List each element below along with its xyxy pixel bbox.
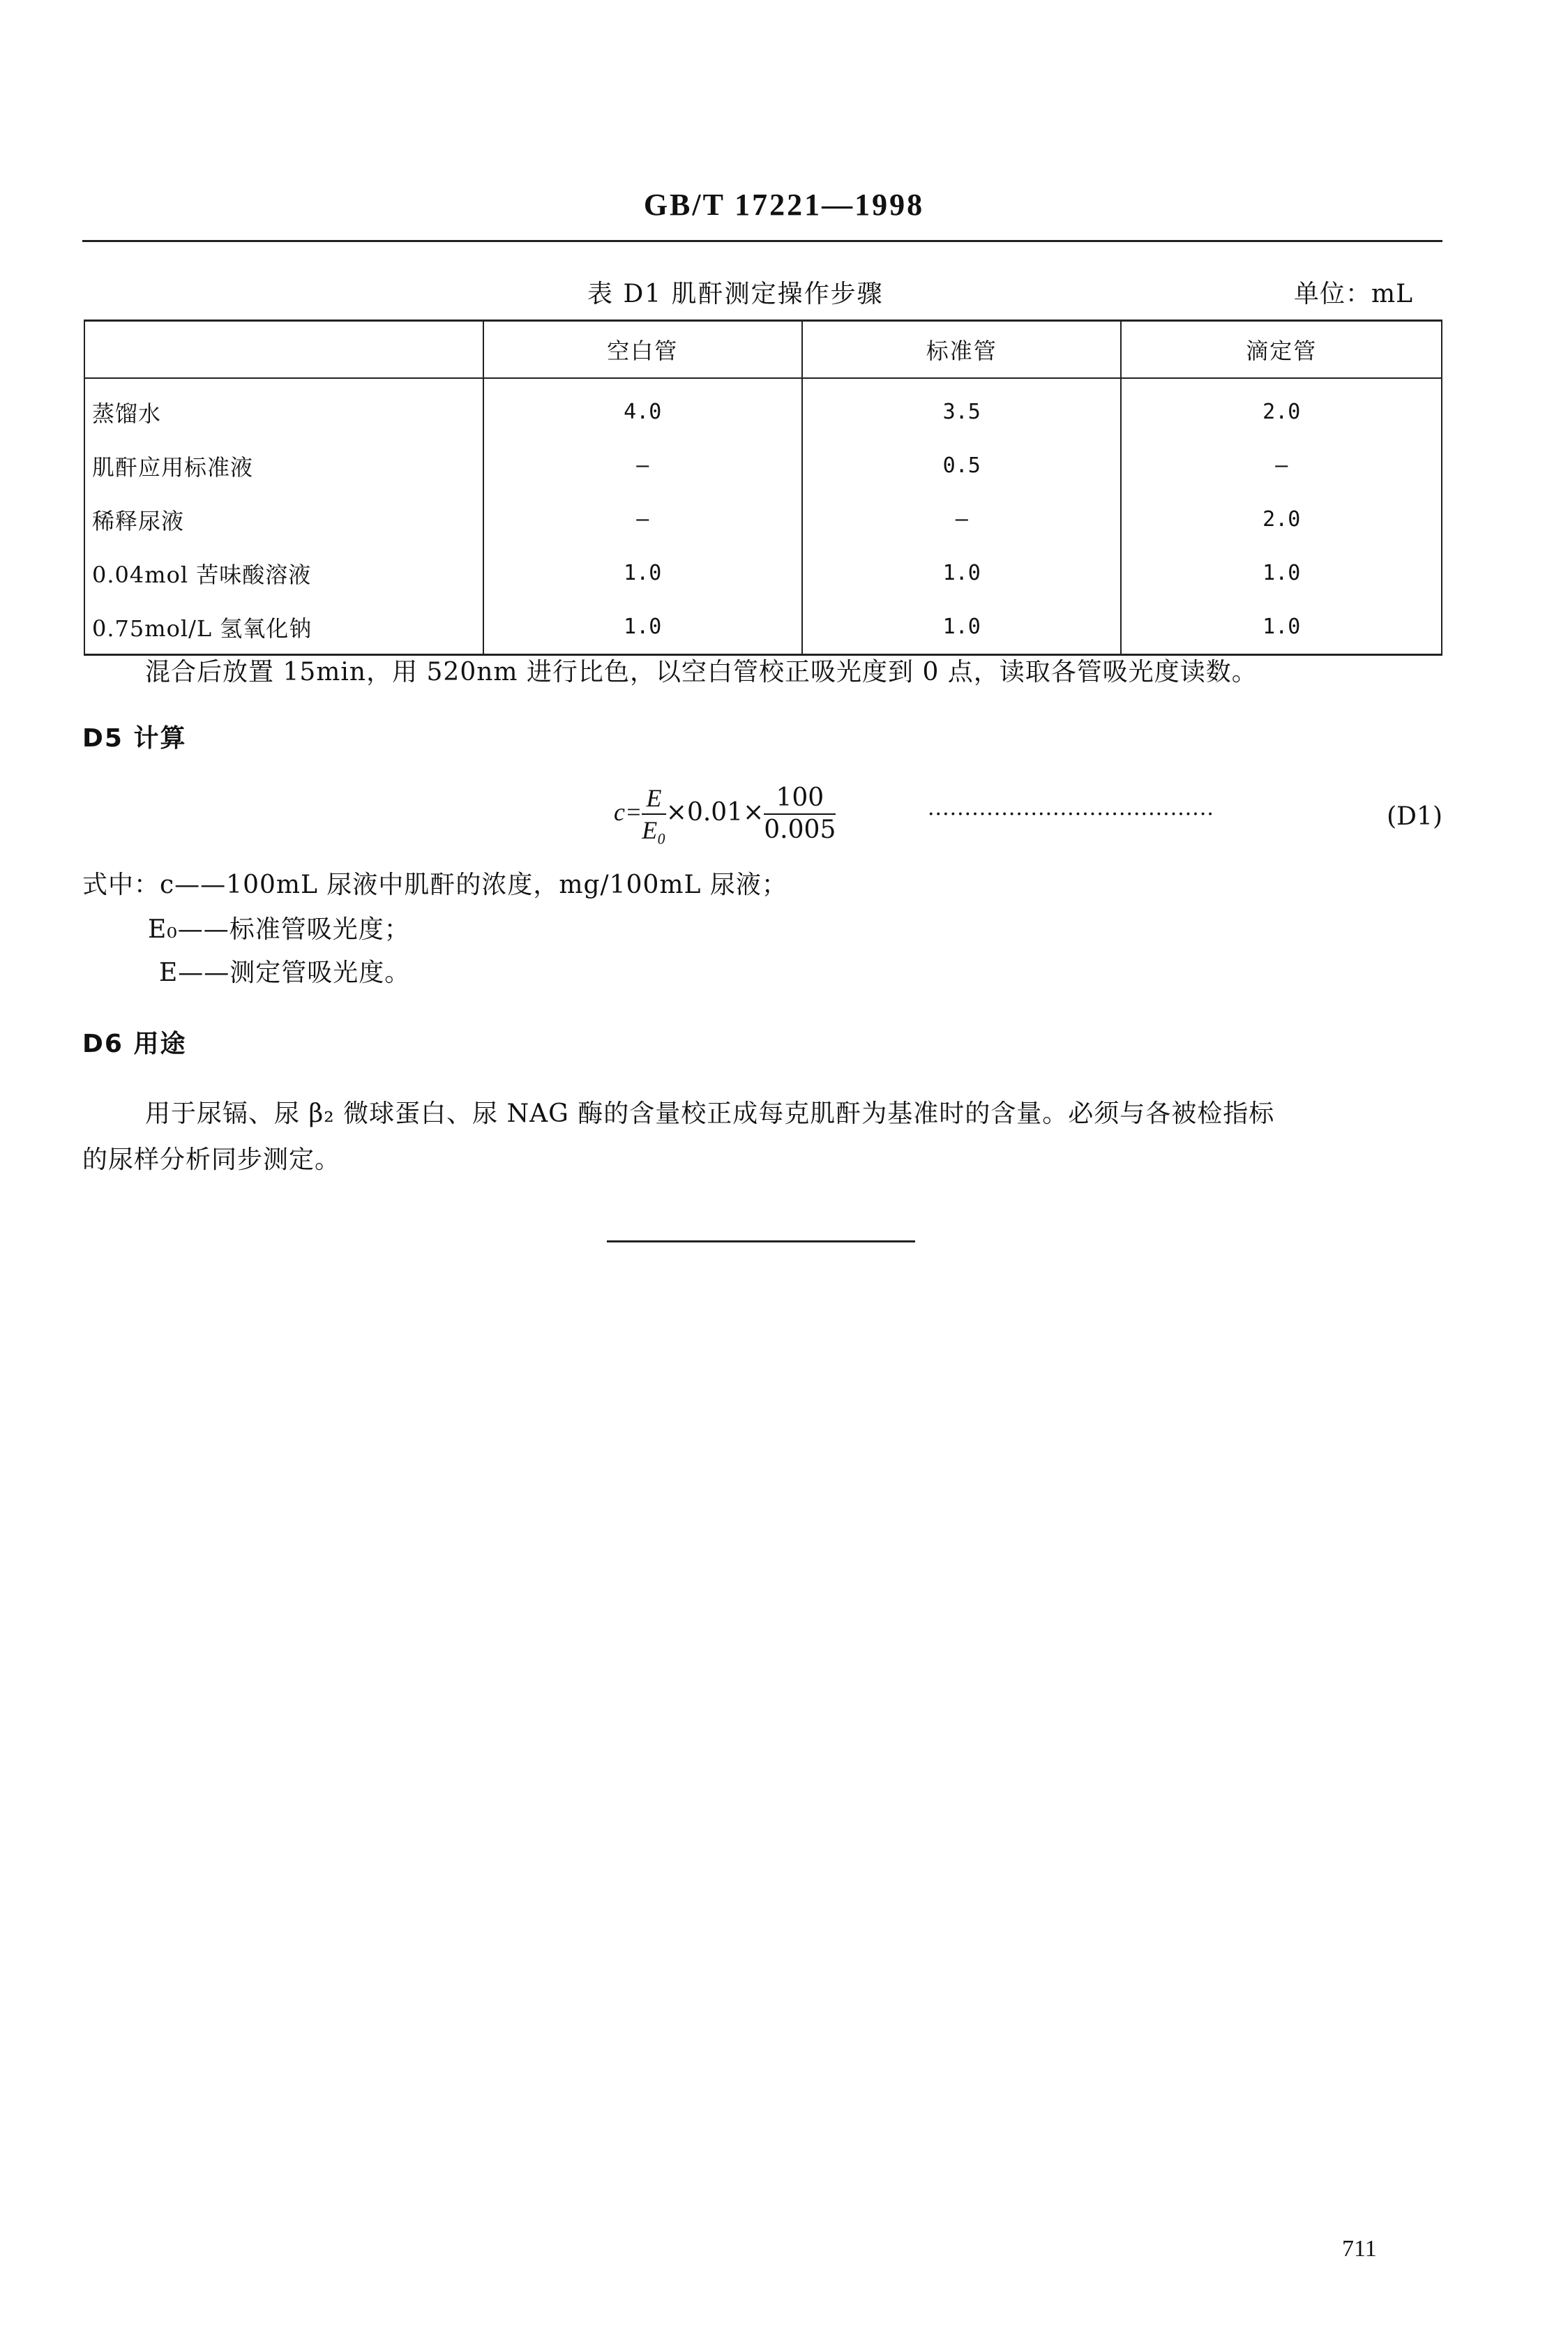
table-cell: 4.0 (483, 378, 802, 439)
table-unit: 单位：mL (1293, 280, 1413, 308)
row-label: 0.75mol/L 氢氧化钠 (84, 600, 483, 655)
table-header-row (84, 321, 1442, 379)
table-cell: 0.5 (802, 439, 1121, 493)
table-cell: — (483, 493, 802, 546)
formula-fraction-factor (764, 783, 836, 846)
formula-d1 (614, 783, 1442, 852)
mixing-note: 混合后放置 15min，用 520nm 进行比色，以空白管校正吸光度到 0 点，读取各管吸光度读数。 (145, 658, 1258, 686)
row-label: 0.04mol 苦味酸溶液 (84, 546, 483, 600)
standard-code-header: GB/T 17221—1998 (643, 188, 925, 222)
row-label: 蒸馏水 (84, 378, 483, 439)
formula-lhs: c= (614, 798, 642, 826)
column-header: 空白管 (483, 321, 802, 379)
formula-numerator: 100 (764, 783, 836, 815)
formula-fraction-e (642, 783, 666, 846)
table-cell: 2.0 (1121, 493, 1442, 546)
column-header: 滴定管 (1121, 321, 1442, 379)
table-cell: 1.0 (1121, 546, 1442, 600)
table-row (84, 378, 1442, 439)
row-label: 肌酐应用标准液 (84, 439, 483, 493)
table-cell: 1.0 (483, 600, 802, 655)
table-row (84, 439, 1442, 493)
where-line-c: 式中：c——100mL 尿液中肌酐的浓度，mg/100mL 尿液； (82, 871, 787, 899)
formula-denominator: 0.005 (764, 816, 836, 844)
formula-leader-dots: ······································· (928, 802, 1214, 827)
creatinine-steps-table (84, 320, 1442, 656)
table-row (84, 493, 1442, 546)
where-line-e: E——测定管吸光度。 (159, 959, 411, 987)
use-paragraph-line: 的尿样分析同步测定。 (82, 1145, 341, 1174)
section-d5-heading: D5 计算 (82, 724, 187, 753)
row-label: 稀释尿液 (84, 493, 483, 546)
table-row (84, 600, 1442, 655)
table-cell: 1.0 (483, 546, 802, 600)
table-row (84, 546, 1442, 600)
column-header (84, 321, 483, 379)
table-cell: 1.0 (1121, 600, 1442, 655)
end-rule (607, 1240, 915, 1242)
table-cell: 1.0 (802, 600, 1121, 655)
table-cell: 2.0 (1121, 378, 1442, 439)
header-rule (82, 240, 1442, 242)
table-caption: 表 D1 肌酐测定操作步骤 (587, 280, 884, 308)
where-line-e0: E₀——标准管吸光度； (148, 915, 410, 944)
column-header: 标准管 (802, 321, 1121, 379)
formula-middle: ×0.01× (665, 798, 764, 827)
formula-numerator: E (642, 783, 666, 815)
formula-number: (D1) (1387, 802, 1442, 831)
table-cell: — (1121, 439, 1442, 493)
section-d6-heading: D6 用途 (82, 1030, 187, 1058)
page-number: 711 (1342, 2236, 1377, 2262)
table-cell: 1.0 (802, 546, 1121, 600)
formula-denominator: E₀ (642, 816, 666, 844)
table-cell: — (483, 439, 802, 493)
table-cell: — (802, 493, 1121, 546)
table-cell: 3.5 (802, 378, 1121, 439)
use-paragraph-line: 用于尿镉、尿 β₂ 微球蛋白、尿 NAG 酶的含量校正成每克肌酐为基准时的含量。必须与各被检指标 (145, 1099, 1275, 1128)
